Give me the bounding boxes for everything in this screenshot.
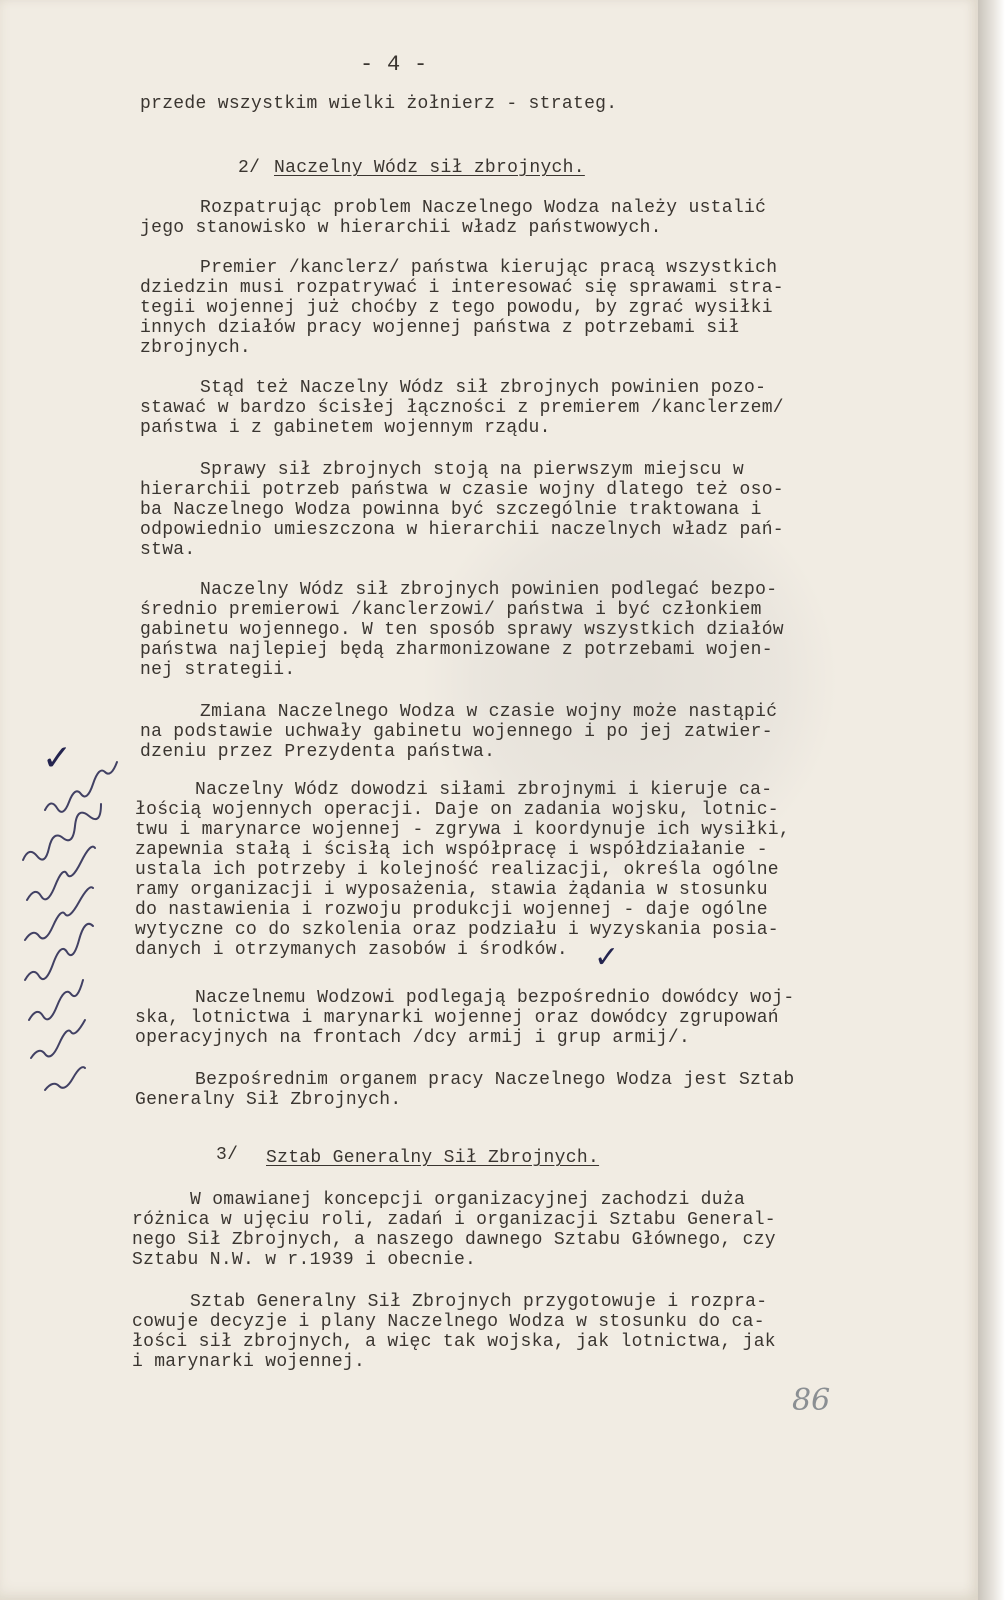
text-line: Rozpatrując problem Naczelnego Wodza należy ustalić <box>200 198 767 218</box>
text-line: i marynarki wojennej. <box>132 1352 366 1372</box>
section-2-title: Naczelny Wódz sił zbrojnych. <box>274 158 585 178</box>
text-line: średnio premierowi /kanclerzowi/ państwa i być członkiem <box>140 600 762 620</box>
opening-line: przede wszystkim wielki żołnierz - strateg. <box>140 94 618 114</box>
text-line: Generalny Sił Zbrojnych. <box>135 1090 402 1110</box>
text-line: do nastawienia i rozwoju produkcji wojennej - daje ogólne <box>135 900 768 920</box>
text-line: Sztab Generalny Sił Zbrojnych przygotowuje i rozpra- <box>190 1292 768 1312</box>
text-line: ba Naczelnego Wodza powinna być szczególnie traktowana i <box>140 500 762 520</box>
archive-number: 86 <box>792 1383 831 1418</box>
text-line: zbrojnych. <box>140 338 252 358</box>
text-line: Sprawy sił zbrojnych stoją na pierwszym miejscu w <box>200 460 744 480</box>
text-line: stwa. <box>140 540 196 560</box>
text-line: nego Sił Zbrojnych, a naszego dawnego Sztabu Głównego, czy <box>132 1230 776 1250</box>
paragraph <box>135 1070 795 1110</box>
text-line: ustala ich potrzeby i kolejność realizacji, określa ogólne <box>135 860 779 880</box>
check-mark: ✓ <box>594 940 620 975</box>
text-line: stawać w bardzo ścisłej łączności z premierem /kanclerzem/ <box>140 398 784 418</box>
text-line: Stąd też Naczelny Wódz sił zbrojnych powinien pozo- <box>200 378 767 398</box>
text-line: operacyjnych na frontach /dcy armij i grup armij/. <box>135 1028 691 1048</box>
text-line: zapewnia stałą i ścisłą ich współpracę i współdziałanie - <box>135 840 768 860</box>
text-line: Naczelny Wódz sił zbrojnych powinien podlegać bezpo- <box>200 580 778 600</box>
page-edge-shadow <box>978 0 1005 1600</box>
text-line: jego stanowisko w hierarchii władz państwowych. <box>140 218 662 238</box>
section-3-number: 3/ <box>216 1145 239 1165</box>
text-line: wytyczne co do szkolenia oraz podziału i wyzyskania posia- <box>135 920 779 940</box>
text-line: odpowiednio umieszczona w hierarchii naczelnych władz pań- <box>140 520 784 540</box>
paragraph <box>135 780 791 960</box>
paragraph <box>135 988 795 1048</box>
paragraph <box>140 258 784 358</box>
paragraph <box>140 580 784 680</box>
paragraph <box>140 460 784 560</box>
text-line: dzeniu przez Prezydenta państwa. <box>140 742 496 762</box>
text-line: innych działów pracy wojennej państwa z potrzebami sił <box>140 318 740 338</box>
text-line: na podstawie uchwały gabinetu wojennego i po jej zatwier- <box>140 722 773 742</box>
page-number: - 4 - <box>360 52 428 77</box>
text-line: łości sił zbrojnych, a więc tak wojska, jak lotnictwa, jak <box>132 1332 776 1352</box>
text-line: twu i marynarce wojennej - zgrywa i koordynuje ich wysiłki, <box>135 820 791 840</box>
paragraph <box>132 1190 776 1270</box>
paragraph <box>132 1292 776 1372</box>
text-line: ska, lotnictwa i marynarki wojennej oraz dowódcy zgrupowań <box>135 1008 779 1028</box>
text-line: hierarchii potrzeb państwa w czasie wojny dlatego też oso- <box>140 480 784 500</box>
text-line: tegii wojennej już choćby z tego powodu, by zgrać wysiłki <box>140 298 773 318</box>
text-line: Naczelny Wódz dowodzi siłami zbrojnymi i kieruje ca- <box>195 780 773 800</box>
text-line: nej strategii. <box>140 660 296 680</box>
text-line: państwa i z gabinetem wojennym rządu. <box>140 418 551 438</box>
text-line: różnica w ujęciu roli, zadań i organizacji Sztabu General- <box>132 1210 776 1230</box>
section-2-number: 2/ <box>238 158 261 178</box>
text-line: Bezpośrednim organem pracy Naczelnego Wodza jest Sztab <box>195 1070 795 1090</box>
paragraph <box>140 198 767 238</box>
check-mark: ✓ <box>42 738 73 779</box>
text-line: gabinetu wojennego. W ten sposób sprawy wszystkich działów <box>140 620 784 640</box>
text-line: dziedzin musi rozpatrywać i interesować się sprawami stra- <box>140 278 784 298</box>
text-line: W omawianej koncepcji organizacyjnej zachodzi duża <box>190 1190 746 1210</box>
text-line: ramy organizacji i wyposażenia, stawia żądania w stosunku <box>135 880 768 900</box>
text-line: Naczelnemu Wodzowi podlegają bezpośrednio dowódcy woj- <box>195 988 795 1008</box>
handwritten-margin-note <box>5 740 155 1100</box>
text-line: Zmiana Naczelnego Wodza w czasie wojny może nastąpić <box>200 702 778 722</box>
text-line: Premier /kanclerz/ państwa kierując pracą wszystkich <box>200 258 778 278</box>
text-line: łością wojennych operacji. Daje on zadania wojsku, lotnic- <box>135 800 779 820</box>
paragraph <box>140 702 778 762</box>
paragraph <box>140 378 784 438</box>
text-line: państwa najlepiej będą zharmonizowane z potrzebami wojen- <box>140 640 773 660</box>
text-line: cowuje decyzje i plany Naczelnego Wodza w stosunku do ca- <box>132 1312 765 1332</box>
text-line: danych i otrzymanych zasobów i środków. <box>135 940 568 960</box>
section-3-title: Sztab Generalny Sił Zbrojnych. <box>266 1148 600 1168</box>
text-line: Sztabu N.W. w r.1939 i obecnie. <box>132 1250 477 1270</box>
